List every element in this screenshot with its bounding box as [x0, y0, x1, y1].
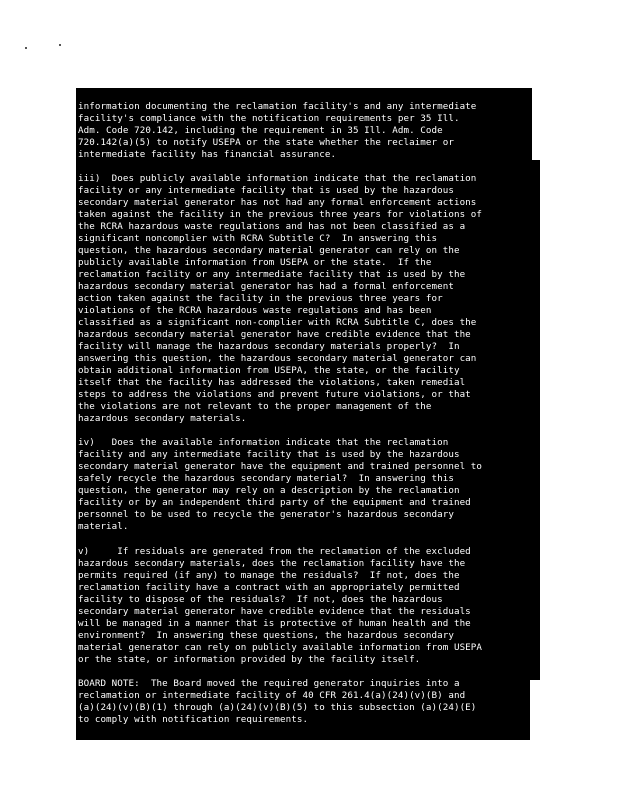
text-line: secondary material generator has not had any formal enforcement actions	[78, 197, 477, 208]
text-line: Adm. Code 720.142, including the requirement in 35 Ill. Adm. Code	[78, 125, 443, 136]
text-line: personnel to be used to recycle the generator's hazardous secondary	[78, 509, 454, 520]
scan-speck	[59, 44, 61, 46]
text-line: classified as a significant non-complier with RCRA Subtitle C, does the	[78, 317, 477, 328]
text-line: reclamation facility or any intermediate facility that is used by the	[78, 269, 466, 280]
text-line: will be managed in a manner that is protective of human health and the	[78, 618, 471, 629]
text-line: material.	[78, 521, 129, 532]
text-line: permits required (if any) to manage the residuals? If not, does the	[78, 570, 460, 581]
text-line: itself that the facility has addressed the violations, taken remedial	[78, 377, 466, 388]
text-line: material generator can rely on publicly available information from USEPA	[78, 642, 483, 653]
text-line: facility will manage the hazardous secondary materials properly? In	[78, 341, 460, 352]
text-line: secondary material generator have credible evidence that the residuals	[78, 606, 471, 617]
text-line: facility or by an independent third party of the equipment and trained	[78, 497, 471, 508]
text-line: facility or any intermediate facility that is used by the hazardous	[78, 185, 454, 196]
text-line: taken against the facility in the previous three years for violations of	[78, 209, 483, 220]
text-line: environment? In answering these questions, the hazardous secondary	[78, 630, 454, 641]
text-line: BOARD NOTE: The Board moved the required generator inquiries into a	[78, 678, 460, 689]
text-line: the RCRA hazardous waste regulations and has not been classified as a	[78, 221, 466, 232]
text-line: hazardous secondary material generator have credible evidence that the	[78, 329, 471, 340]
text-line: steps to address the violations and prevent future violations, or that	[78, 389, 471, 400]
text-line: to comply with notification requirements.	[78, 714, 309, 725]
text-line: intermediate facility has financial assurance.	[78, 149, 337, 160]
text-line: iii) Does publicly available information indicate that the reclamation	[78, 173, 477, 184]
question-iv-paragraph	[76, 424, 540, 547]
text-line: facility to dispose of the residuals? If not, does the hazardous	[78, 594, 443, 605]
text-line: publicly available information from USEPA or the state. If the	[78, 257, 432, 268]
text-line: hazardous secondary material generator has had a formal enforcement	[78, 281, 454, 292]
text-line: question, the generator may rely on a description by the reclamation	[78, 485, 460, 496]
text-line: facility's compliance with the notification requirements per 35 Ill.	[78, 113, 460, 124]
question-v-paragraph	[76, 533, 540, 680]
text-line: iv) Does the available information indicate that the reclamation	[78, 437, 449, 448]
text-line: (a)(24)(v)(B)(1) through (a)(24)(v)(B)(5) to this subsection (a)(24)(E)	[78, 702, 477, 713]
scan-speck	[25, 47, 27, 49]
text-line: action taken against the facility in the previous three years for	[78, 293, 443, 304]
text-line: question, the hazardous secondary material generator can rely on the	[78, 245, 460, 256]
text-line: significant noncomplier with RCRA Subtitle C? In answering this	[78, 233, 438, 244]
text-line: or the state, or information provided by the facility itself.	[78, 654, 421, 665]
text-line: hazardous secondary materials.	[78, 413, 247, 424]
text-line: safely recycle the hazardous secondary material? In answering this	[78, 473, 454, 484]
text-line: 720.142(a)(5) to notify USEPA or the state whether the reclaimer or	[78, 137, 454, 148]
text-line: violations of the RCRA hazardous waste regulations and has been	[78, 305, 432, 316]
text-line: answering this question, the hazardous secondary material generator can	[78, 353, 477, 364]
text-line: hazardous secondary materials, does the reclamation facility have the	[78, 558, 466, 569]
text-line: information documenting the reclamation facility's and any intermediate	[78, 101, 477, 112]
text-line: the violations are not relevant to the proper management of the	[78, 401, 432, 412]
board-note-paragraph	[76, 665, 530, 740]
text-line: secondary material generator have the equipment and trained personnel to	[78, 461, 483, 472]
text-line: reclamation or intermediate facility of 40 CFR 261.4(a)(24)(v)(B) and	[78, 690, 466, 701]
text-line: facility and any intermediate facility that is used by the hazardous	[78, 449, 460, 460]
question-iii-paragraph	[76, 160, 540, 439]
text-line: obtain additional information from USEPA, the state, or the facility	[78, 365, 460, 376]
text-line: v) If residuals are generated from the reclamation of the excluded	[78, 546, 471, 557]
text-line: reclamation facility have a contract with an appropriately permitted	[78, 582, 460, 593]
